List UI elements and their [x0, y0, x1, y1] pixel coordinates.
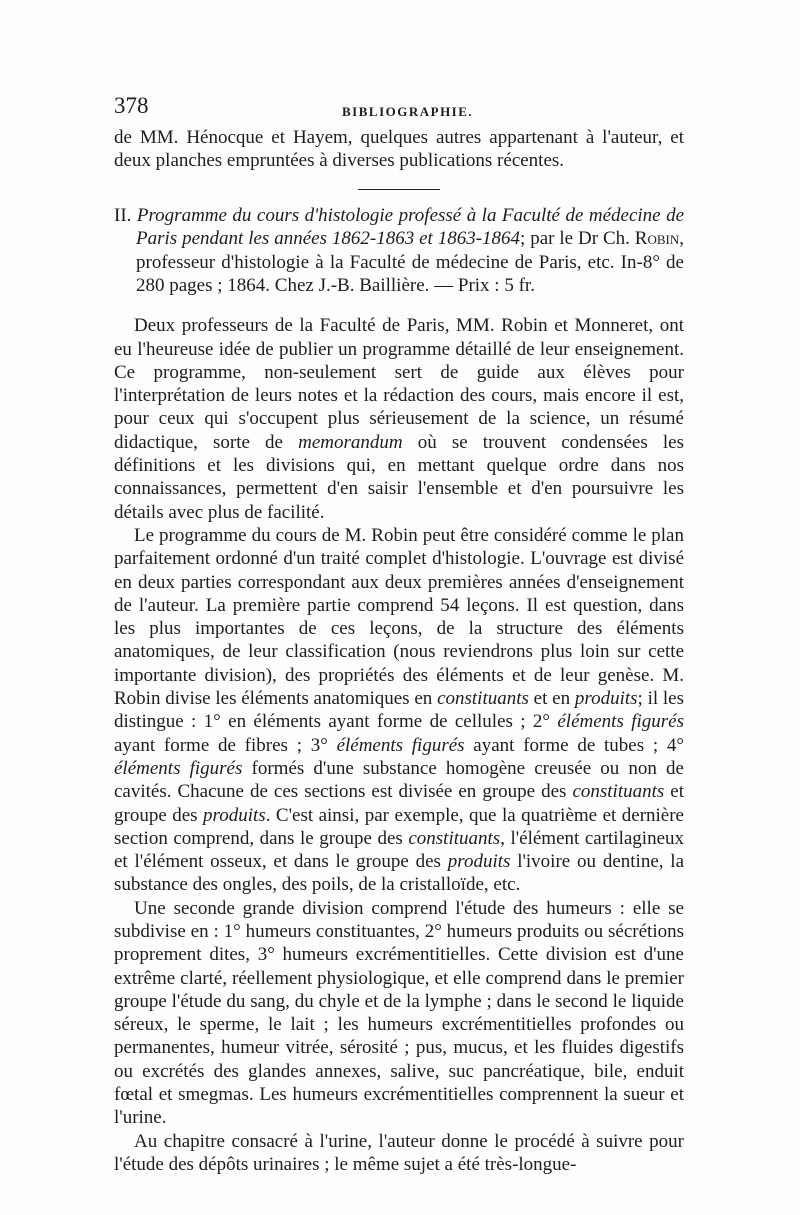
italic-term: produits	[574, 688, 638, 710]
body-paragraph-1	[114, 314, 684, 524]
text-run: Le programme du cours de M. Robin peut être considéré comme le plan parfaitement ordonné d'un traité complet d'histologie. L'ouvrage est divisé en deux parties correspondant aux deux premières années d'enseignement de l'auteur. La première partie comprend 54 leçons. Il est question, dans les plus importantes de ces leçons, de la structure des éléments anatomiques, de leur classification (nous reviendrons plus loin sur cette importante division), des propriétés des éléments et de leur genèse. M. Robin divise les éléments anatomiques en	[114, 524, 684, 710]
body-paragraph-2	[114, 524, 684, 897]
entry-numeral: II.	[114, 205, 137, 227]
entry-title: Programme du cours d'histologie professé à la Faculté de médecine de Paris pendant les années 1862-1863 et 1863-1864	[136, 205, 684, 250]
italic-term: memorandum	[298, 431, 403, 453]
italic-term: produits	[203, 804, 266, 826]
italic-term: constituants	[572, 781, 665, 803]
text-run: et en	[528, 688, 575, 710]
running-head	[114, 92, 684, 126]
text-run: ayant forme de fibres ; 3°	[114, 734, 337, 756]
text-run: ; il les distingue : 1° en éléments ayant forme de cellules ; 2°	[114, 688, 684, 733]
text-run: où se trouvent condensées les définitions et les divisions qui, en mettant quelque ordre dans nos connaissances, permettent d'en saisir l'ensemble et d'en poursuivre les détails avec plus de facilité.	[114, 431, 684, 523]
section-divider	[358, 189, 440, 191]
italic-term: constituants	[408, 827, 501, 849]
text-run: Deux professeurs de la Faculté de Paris, MM. Robin et Monneret, ont eu l'heureuse idée de publier un programme détaillé de leur enseignement. Ce programme, non-seulement sert de guide aux élèves pour l'interprétation de leurs notes et la rédaction des cours, mais encore il est, pour ceux qui s'occupent plus sérieusement de la science, un résumé didactique, sorte de	[114, 315, 684, 453]
text-run: et groupe des	[114, 781, 685, 826]
italic-term: éléments figurés	[114, 757, 243, 779]
intro-paragraph: de MM. Hénocque et Hayem, quelques autres appartenant à l'auteur, et deux planches empruntées à diverses publications récentes.	[114, 127, 684, 172]
italic-term: éléments figurés	[336, 734, 465, 756]
text-run: , l'élément cartilagineux et l'élément osseux, et dans le groupe des	[114, 827, 685, 873]
italic-term: constituants	[437, 688, 529, 710]
entry-author-name: Robin	[634, 228, 680, 250]
running-title: BIBLIOGRAPHIE.	[342, 104, 474, 119]
text-run: . C'est ainsi, par exemple, que la quatrième et dernière section comprend, dans le groupe des	[114, 804, 684, 849]
body-paragraph-4: Au chapitre consacré à l'urine, l'auteur donne le procédé à suivre pour l'étude des dépôts urinaires ; le même sujet a été très-longue-	[114, 1130, 684, 1175]
italic-term: éléments figurés	[557, 711, 684, 733]
text-run: formés d'une substance homogène creusée ou non de cavités. Chacune de ces sections est divisée en groupe des	[114, 757, 684, 803]
body-paragraph-3: Une seconde grande division comprend l'étude des humeurs : elle se subdivise en : 1° humeurs constituantes, 2° humeurs produits ou sécrétions proprement dites, 3° humeurs excrémentitielles. Cette division est d'une extrême clarté, réellement physiologique, et elle comprend dans le premier groupe l'étude du sang, du chyle et de la lymphe ; dans le second le liquide séreux, le sperme, le lait ; les humeurs excrémentitielles profondes ou permanentes, humeur vitrée, sérosité ; pus, mucus, et les fluides digestifs ou excrétés des glandes annexes, salive, suc pancréatique, bile, enduit fœtal et smegmas. Les humeurs excrémentitielles comprennent la sueur et l'urine.	[114, 897, 684, 1129]
text-run: ayant forme de tubes ; 4°	[464, 734, 684, 756]
bibliography-entry	[114, 204, 684, 297]
page-number: 378	[114, 93, 149, 118]
italic-term: produits	[447, 851, 511, 873]
entry-details: , professeur d'histologie à la Faculté de médecine de Paris, etc. In-8° de 280 pages ; 1864. Chez J.-B. Baillière. — Prix : 5 fr.	[136, 228, 684, 296]
text-run: l'ivoire ou dentine, la substance des ongles, des poils, de la cristalloïde, etc.	[114, 851, 685, 896]
entry-author-prefix: ; par le Dr Ch.	[520, 228, 635, 250]
book-page	[114, 92, 684, 1176]
